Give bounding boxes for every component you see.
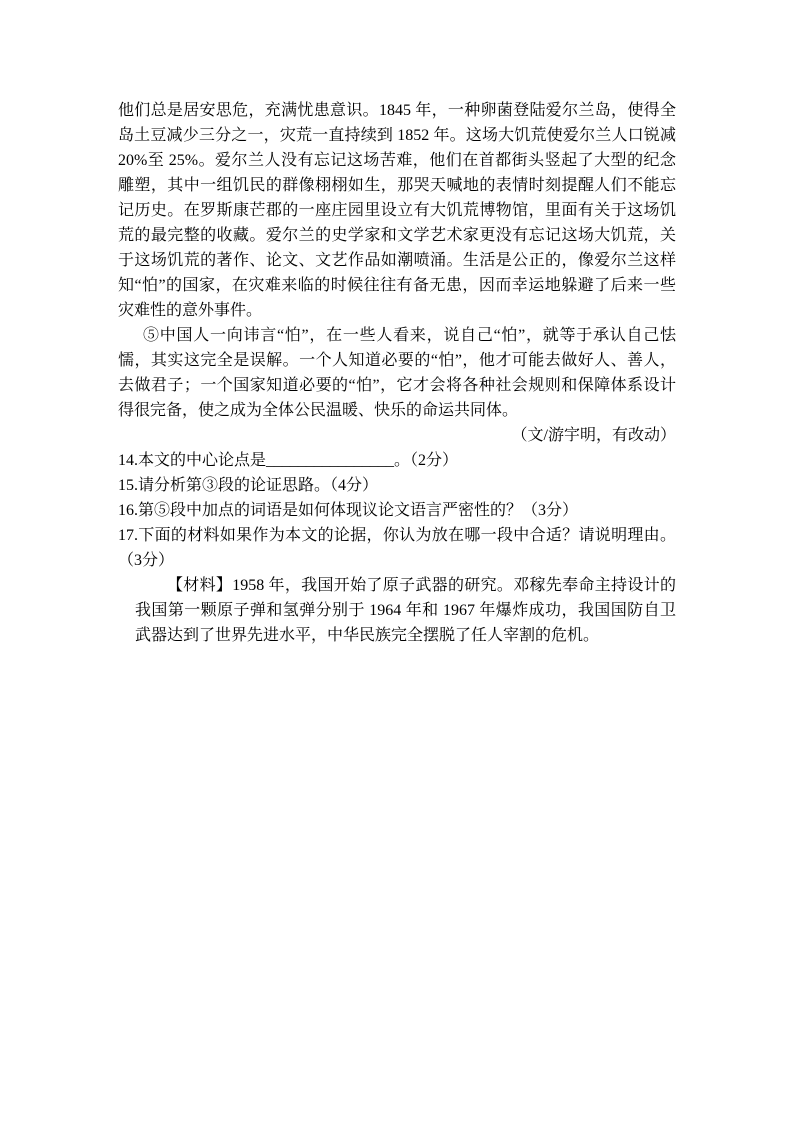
paragraph-famine-continuation: 他们总是居安思危，充满忧患意识。1845 年，一种卵菌登陆爱尔兰岛，使得全岛土豆减少三分之一，灾荒一直持续到 1852 年。这场大饥荒使爱尔兰人口锐减 20%至 25%。爱尔兰人没有忘记这场苦难，他们在首都街头竖起了大型的纪念雕塑，其中一组饥民的群像栩栩如生，那哭天喊地的表情时刻提醒人们不能忘记历史。在罗斯康芒郡的一座庄园里设立有大饥荒博物馆，里面有关于这场饥荒的最完整的收藏。爱尔兰的史学家和文学艺术家更没有忘记这场大饥荒，关于这场饥荒的著作、论文、文艺作品如潮喷涌。生活是公正的，像爱尔兰这样知“怕”的国家，在灾难来临的时候往往有备无患，因而幸运地躲避了后来一些灾难性的意外事件。 — [118, 102, 676, 319]
material-paragraph: 【材料】1958 年，我国开始了原子武器的研究。邓稼先奉命主持设计的我国第一颗原子弹和氢弹分别于 1964 年和 1967 年爆炸成功，我国国防自卫武器达到了世界先进水平，中华民族完全摆脱了任人宰割的危机。 — [135, 577, 676, 644]
question-16: 16.第⑤段中加点的词语是如何体现议论文语言严密性的？（3分） — [118, 502, 579, 519]
question-17: 17.下面的材料如果作为本文的论据，你认为放在哪一段中合适？请说明理由。（3分） — [118, 527, 676, 569]
question-14: 14.本文的中心论点是________________。（2分） — [118, 452, 459, 469]
question-15: 15.请分析第③段的论证思路。（4分） — [118, 477, 379, 494]
paragraph-5: ⑤中国人一向讳言“怕”，在一些人看来，说自己“怕”，就等于承认自己怯懦，其实这完全是误解。一个人知道必要的“怕”，他才可能去做好人、善人，去做君子；一个国家知道必要的“怕”，它才会将各种社会规则和保障体系设计得很完备，使之成为全体公民温暖、快乐的命运共同体。 — [118, 327, 676, 419]
attribution-line: （文/游宇明，有改动） — [511, 427, 676, 444]
document-content — [118, 98, 676, 648]
